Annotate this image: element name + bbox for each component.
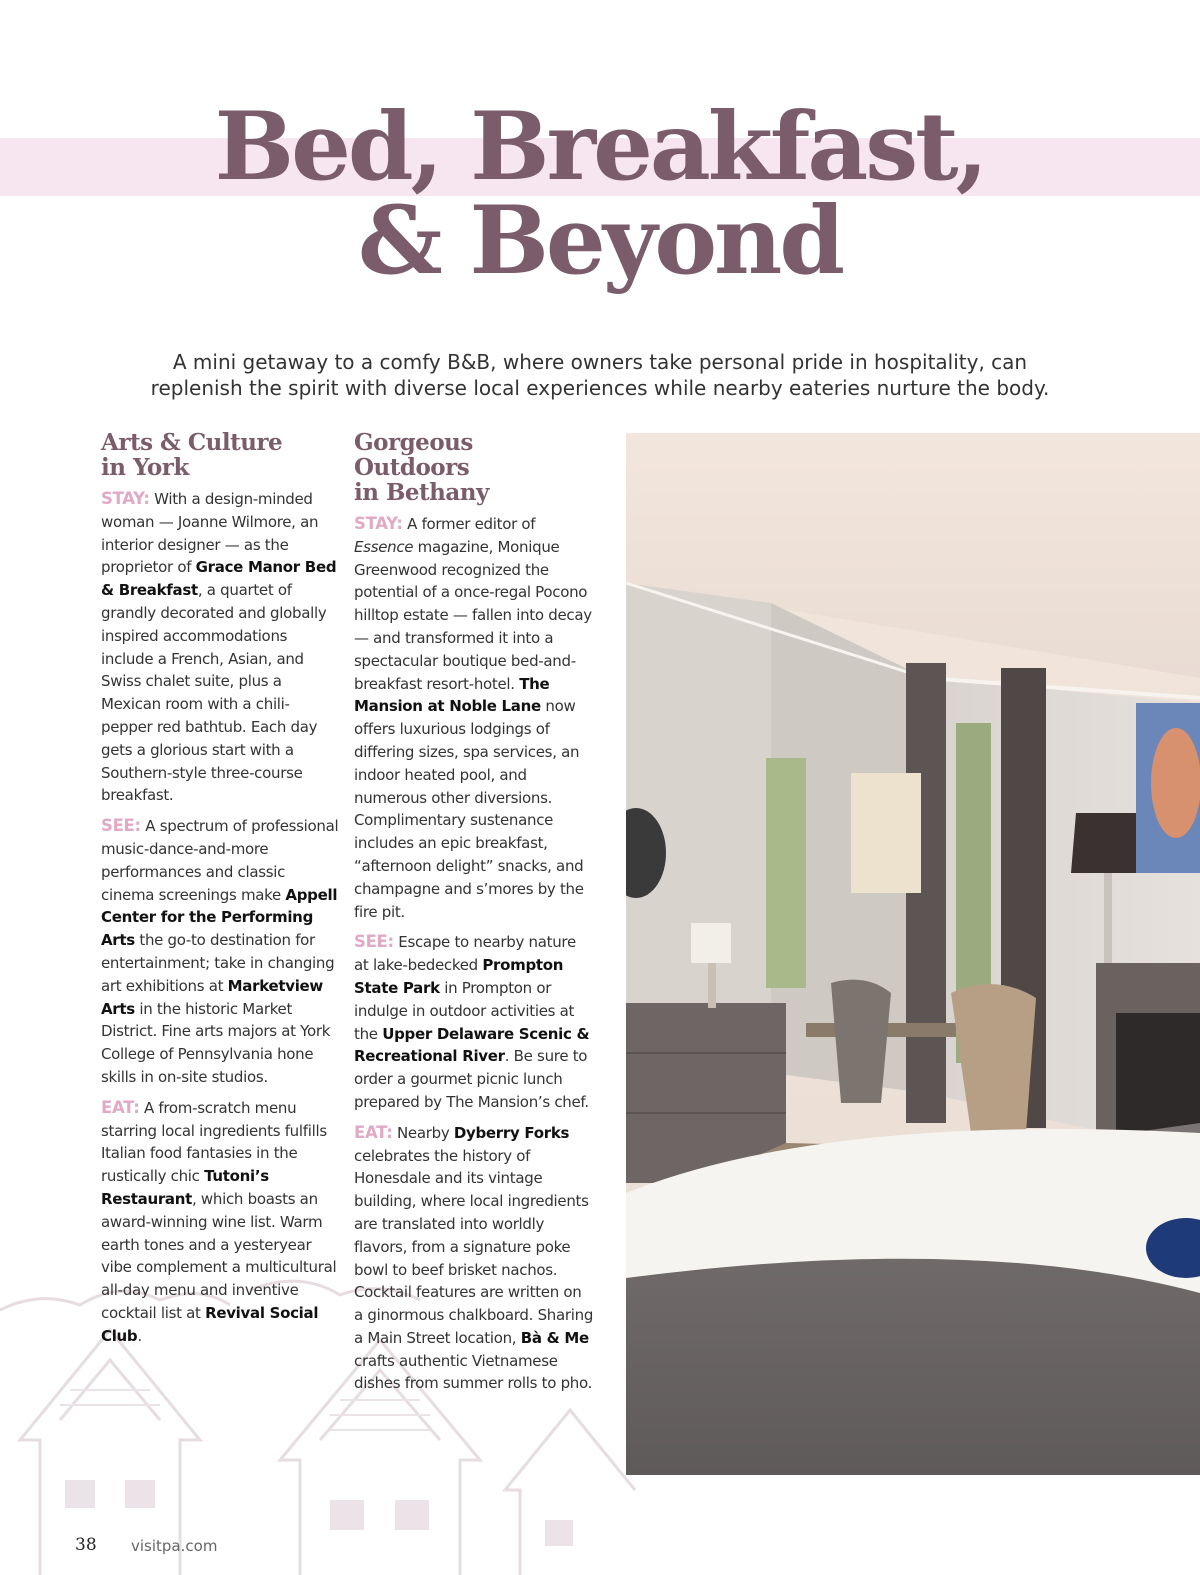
york-heading-line-2: in York (101, 454, 189, 481)
deck-line-2: replenish the spirit with diverse local experiences while nearby eateries nurture the body. (150, 376, 1050, 400)
venue-name: Appell Center for the Performing Arts (101, 885, 338, 950)
text: Nearby (392, 1123, 454, 1142)
venue-name: Grace Manor Bed & Breakfast (101, 558, 337, 600)
text: the go-to destination for entertainment; take in changing art exhibitions at (101, 931, 335, 995)
text: , a quartet of grandly decorated and globally inspired accommodations include a French, Asian, and Swiss chalet suite, plus a Mexican room with a chili-pepper red bathtub. Each day gets a glorious start with a Southern-style three-course breakfast. (101, 581, 327, 805)
york-heading-line-1: Arts & Culture (101, 429, 283, 456)
text: . (137, 1326, 142, 1345)
venue-name: Upper Delaware Scenic & Recreational River (354, 1024, 590, 1066)
text: A former editor of (402, 515, 536, 533)
title-line-2: & Beyond (357, 186, 843, 296)
bethany-see-paragraph (354, 931, 594, 1113)
york-stay-paragraph (101, 488, 341, 807)
eat-label: EAT: (354, 1122, 393, 1142)
bethany-heading-line-2: in Bethany (354, 479, 489, 506)
york-eat-paragraph (101, 1097, 341, 1348)
site-url: visitpa.com (131, 1537, 218, 1555)
see-label: SEE: (101, 816, 141, 836)
column-bethany (354, 430, 594, 1403)
text: , which boasts an award-winning wine list. Warm earth tones and a yesteryear vibe complement a multicultural all-day menu and inventive cocktail list at (101, 1189, 337, 1322)
text: crafts authentic Vietnamese dishes from summer rolls to pho. (354, 1351, 593, 1393)
text: in Prompton or indulge in outdoor activities at the (354, 978, 575, 1043)
text: . Be sure to order a gourmet picnic lunch prepared by The Mansion’s chef. (354, 1047, 589, 1111)
title-line-1: Bed, Breakfast, (214, 92, 986, 202)
bethany-stay-paragraph (354, 513, 594, 923)
venue-name: The Mansion at Noble Lane (354, 674, 550, 716)
deck (150, 349, 1050, 401)
bethany-eat-paragraph (354, 1122, 594, 1396)
text: in the historic Market District. Fine arts majors at York College of Pennsylvania hone skills in on-site studios. (101, 999, 331, 1086)
bedroom-photo (626, 433, 1200, 1475)
page-title (0, 92, 1200, 296)
stay-label: STAY: (101, 489, 150, 508)
york-heading (101, 430, 341, 480)
text: magazine, Monique Greenwood recognized the potential of a once-regal Pocono hilltop estate — fallen into decay — and transformed it into a spectacular boutique bed-and-breakfast resort-hotel. (354, 537, 592, 693)
venue-name: Marketview Arts (101, 976, 323, 1018)
magazine-name: Essence (354, 537, 414, 556)
text: A spectrum of professional music-dance-and-more performances and classic cinema screenings make (101, 817, 339, 904)
venue-name: Bà & Me (520, 1328, 589, 1347)
page-number: 38 (75, 1535, 97, 1555)
bethany-heading (354, 430, 594, 505)
see-label: SEE: (354, 932, 394, 952)
text: now offers luxurious lodgings of differing sizes, spa services, an indoor heated pool, and numerous other diversions. Complimentary sustenance includes an epic breakfast, “afternoon delight” snacks, and champagne and s’mores by the fire pit. (354, 697, 584, 921)
text: A from-scratch menu starring local ingredients fulfills Italian food fantasies in the rustically chic (101, 1098, 327, 1186)
eat-label: EAT: (101, 1097, 140, 1117)
venue-name: Dyberry Forks (453, 1123, 570, 1142)
text: celebrates the history of Honesdale and its vintage building, where local ingredients are translated into worldly flavors, from a signature poke bowl to beef brisket nachos. Cocktail features are written on a ginormous chalkboard. Sharing a Main Street location, (354, 1146, 594, 1347)
text: Escape to nearby nature at lake-bedecked (354, 933, 576, 975)
bedroom-scene (626, 433, 1200, 1475)
column-york (101, 430, 341, 1355)
stay-label: STAY: (354, 514, 403, 533)
venue-name: Tutoni’s Restaurant (101, 1167, 269, 1208)
deck-line-1: A mini getaway to a comfy B&B, where owners take personal pride in hospitality, can (172, 350, 1028, 374)
bethany-heading-line-1: Gorgeous Outdoors (354, 429, 473, 481)
venue-name: Prompton State Park (354, 956, 564, 997)
york-see-paragraph (101, 815, 341, 1089)
text: With a design-minded woman — Joanne Wilmore, an interior designer — as the proprietor of (101, 490, 319, 577)
venue-name: Revival Social Club (101, 1303, 319, 1345)
